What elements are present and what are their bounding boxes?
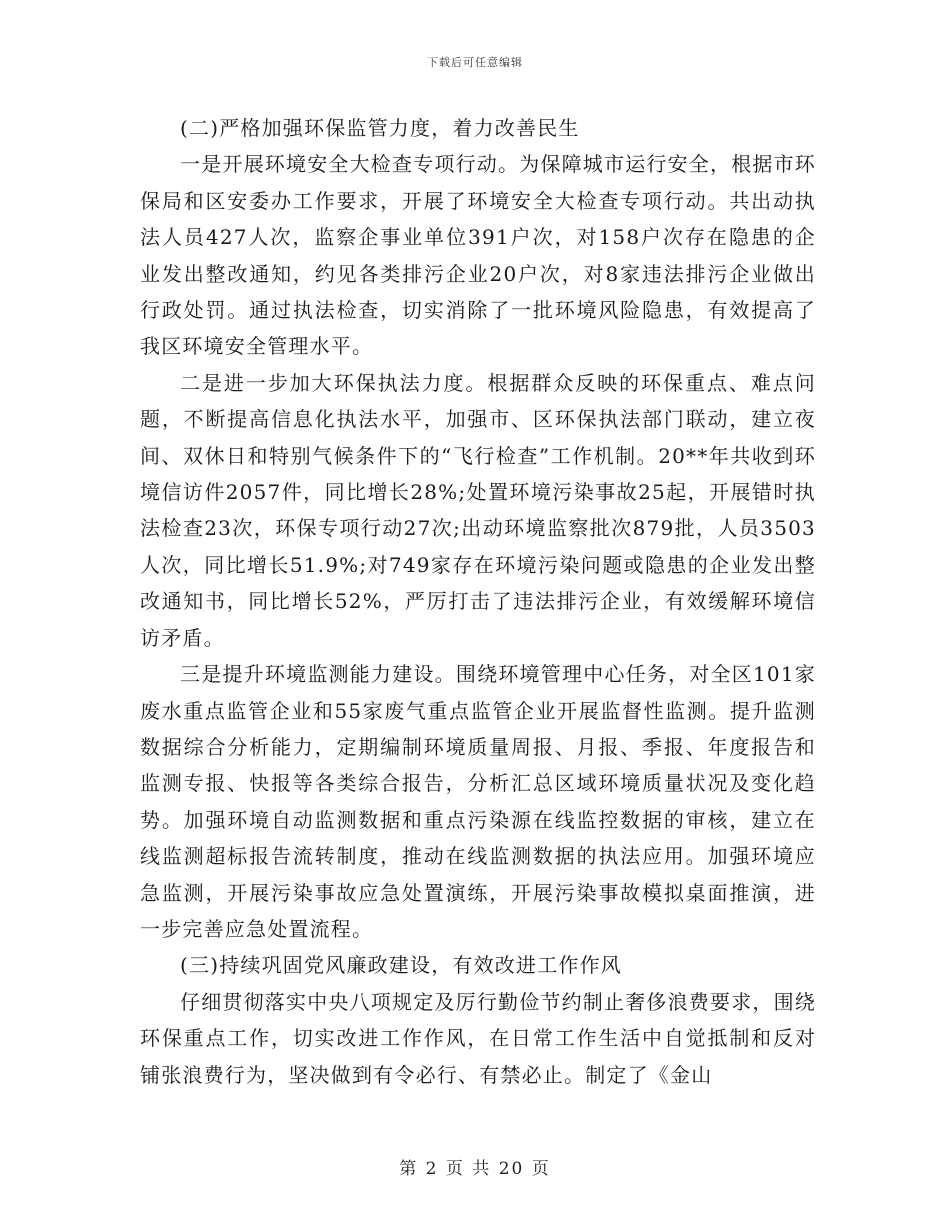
- paragraph-safety-inspection: 一是开展环境安全大检查专项行动。为保障城市运行安全，根据市环保局和区安委办工作要求，开展了环境安全大检查专项行动。共出动执法人员427人次，监察企事业单位391户次，对158户次存在隐患的企业发出整改通知，约见各类排污企业20户次，对8家违法排污企业做出行政处罚。通过执法检查，切实消除了一批环境风险隐患，有效提高了我区环境安全管理水平。: [140, 152, 816, 359]
- document-body: [140, 110, 816, 1093]
- paragraph-monitoring-capacity: 三是提升环境监测能力建设。围绕环境管理中心任务，对全区101家废水重点监管企业和55家废气重点监管企业开展监督性监测。提升监测数据综合分析能力，定期编制环境质量周报、月报、季报、年度报告和监测专报、快报等各类综合报告，分析汇总区域环境质量状况及变化趋势。加强环境自动监测数据和重点污染源在线监控数据的审核，建立在线监测超标报告流转制度，推动在线监测数据的执法应用。加强环境应急监测，开展污染事故应急处置演练，开展污染事故模拟桌面推演，进一步完善应急处置流程。: [140, 662, 816, 941]
- section-heading-2: (二)严格加强环保监管力度，着力改善民生: [180, 116, 580, 140]
- paragraph-work-style: 仔细贯彻落实中央八项规定及厉行勤俭节约制止奢侈浪费要求，围绕环保重点工作，切实改进工作作风，在日常工作生活中自觉抵制和反对铺张浪费行为，坚决做到有令必行、有禁必止。制定了《金山: [140, 989, 816, 1087]
- paragraph-law-enforcement: 二是进一步加大环保执法力度。根据群众反映的环保重点、难点问题，不断提高信息化执法水平，加强市、区环保执法部门联动，建立夜间、双休日和特别气候条件下的“飞行检查”工作机制。20**年共收到环境信访件2057件，同比增长28%;处置环境污染事故25起，开展错时执法检查23次，环保专项行动27次;出动环境监察批次879批，人员3503人次，同比增长51.9%;对749家存在环境污染问题或隐患的企业发出整改通知书，同比增长52%，严厉打击了违法排污企业，有效缓解环境信访矛盾。: [140, 370, 816, 650]
- page-footer: 第 2 页 共 20 页: [399, 1159, 551, 1179]
- page-header: 下载后可任意编辑: [427, 56, 523, 69]
- section-heading-3: (三)持续巩固党风廉政建设，有效改进工作作风: [180, 953, 623, 978]
